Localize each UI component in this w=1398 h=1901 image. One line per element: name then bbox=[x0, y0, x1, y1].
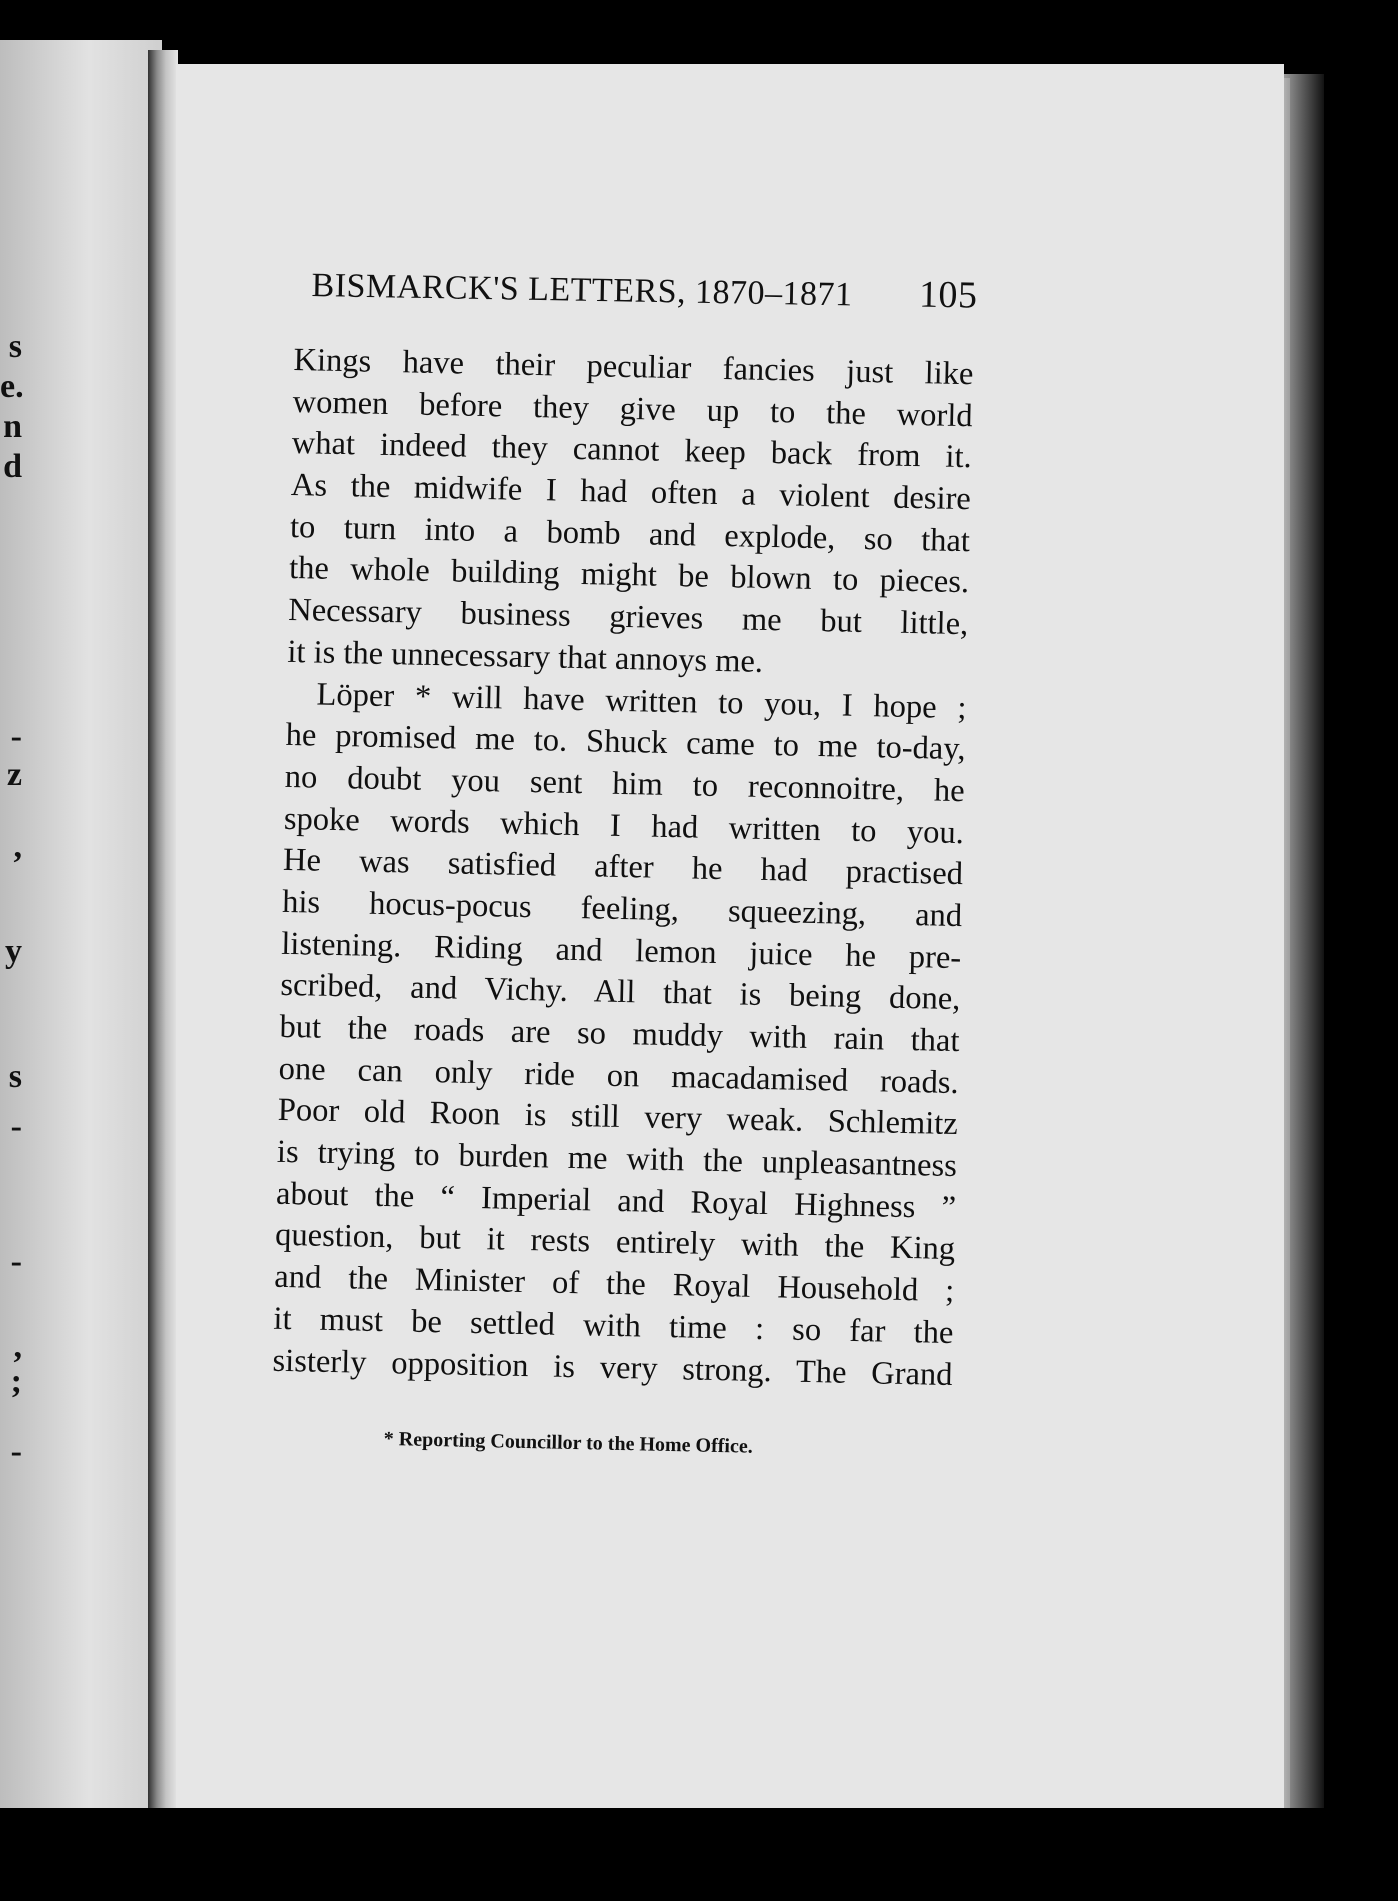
text-line: question, but it rests entirely with the King bbox=[274, 1217, 956, 1268]
text-line: no doubt you sent him to reconnoitre, he bbox=[284, 758, 966, 810]
text-line: he promised me to. Shuck came to me to-day, bbox=[285, 717, 966, 768]
page-number: 105 bbox=[918, 273, 978, 317]
facing-page-fragment: - bbox=[10, 1108, 22, 1145]
facing-page-fragment: ; bbox=[10, 1363, 22, 1400]
facing-page-fragment: - bbox=[10, 1243, 22, 1280]
text-line: Poor old Roon is still very weak. Schlemitz bbox=[277, 1092, 959, 1143]
text-line: to turn into a bomb and explode, so that bbox=[289, 508, 971, 559]
text-line: Löper * will have written to you, I hope ; bbox=[316, 676, 967, 726]
text-line: listening. Riding and lemon juice he pre- bbox=[280, 925, 962, 976]
text-line: Necessary business grieves me but little, bbox=[287, 592, 969, 643]
book-gutter bbox=[148, 50, 178, 1808]
text-line: women before they give up to the world bbox=[292, 383, 973, 434]
text-line: sisterly opposition is very strong. The Grand bbox=[272, 1342, 953, 1393]
text-line: but the roads are so muddy with rain that bbox=[279, 1008, 960, 1060]
facing-page-fragment: - bbox=[10, 718, 22, 755]
running-title: BISMARCK'S LETTERS, 1870–1871 bbox=[311, 266, 853, 314]
text-line: scribed, and Vichy. All that is being done, bbox=[280, 967, 961, 1018]
facing-page-fragment: z bbox=[6, 756, 22, 793]
facing-page-fragment: - bbox=[10, 1433, 22, 1470]
text-line: the whole building might be blown to pieces. bbox=[288, 550, 970, 601]
text-line: Kings have their peculiar fancies just like bbox=[293, 341, 974, 393]
text-line: about the “ Imperial and Royal Highness ” bbox=[275, 1175, 957, 1226]
page-edge-shadow bbox=[1284, 74, 1324, 1808]
letter-body bbox=[272, 340, 974, 1396]
text-line: spoke words which I had written to you. bbox=[283, 800, 965, 851]
facing-page-fragment: n bbox=[3, 408, 22, 445]
facing-page bbox=[0, 40, 162, 1808]
text-line: it is the unnecessary that annoys me. bbox=[287, 633, 764, 680]
footnote: * Reporting Councillor to the Home Office. bbox=[383, 1428, 753, 1458]
facing-page-fragment: s bbox=[8, 1058, 22, 1095]
facing-page-fragment: e. bbox=[0, 368, 24, 405]
text-line: one can only ride on macadamised roads. bbox=[278, 1050, 959, 1101]
facing-page-fragment: y bbox=[5, 933, 22, 970]
text-line: his hocus-pocus feeling, squeezing, and bbox=[281, 883, 963, 935]
facing-page-fragment: , bbox=[13, 1328, 22, 1365]
text-line: is trying to burden me with the unpleasantness bbox=[276, 1133, 958, 1185]
facing-page-fragment: d bbox=[3, 448, 22, 485]
text-line: He was satisfied after he had practised bbox=[282, 842, 964, 893]
facing-page-fragment: s bbox=[8, 328, 22, 365]
text-line: what indeed they cannot keep back from it. bbox=[291, 425, 973, 476]
facing-page-fragment: , bbox=[13, 828, 22, 865]
text-line: it must be settled with time : so far the bbox=[273, 1300, 954, 1351]
text-line: As the midwife I had often a violent desire bbox=[290, 467, 972, 518]
text-line: and the Minister of the Royal Household ; bbox=[273, 1258, 955, 1310]
